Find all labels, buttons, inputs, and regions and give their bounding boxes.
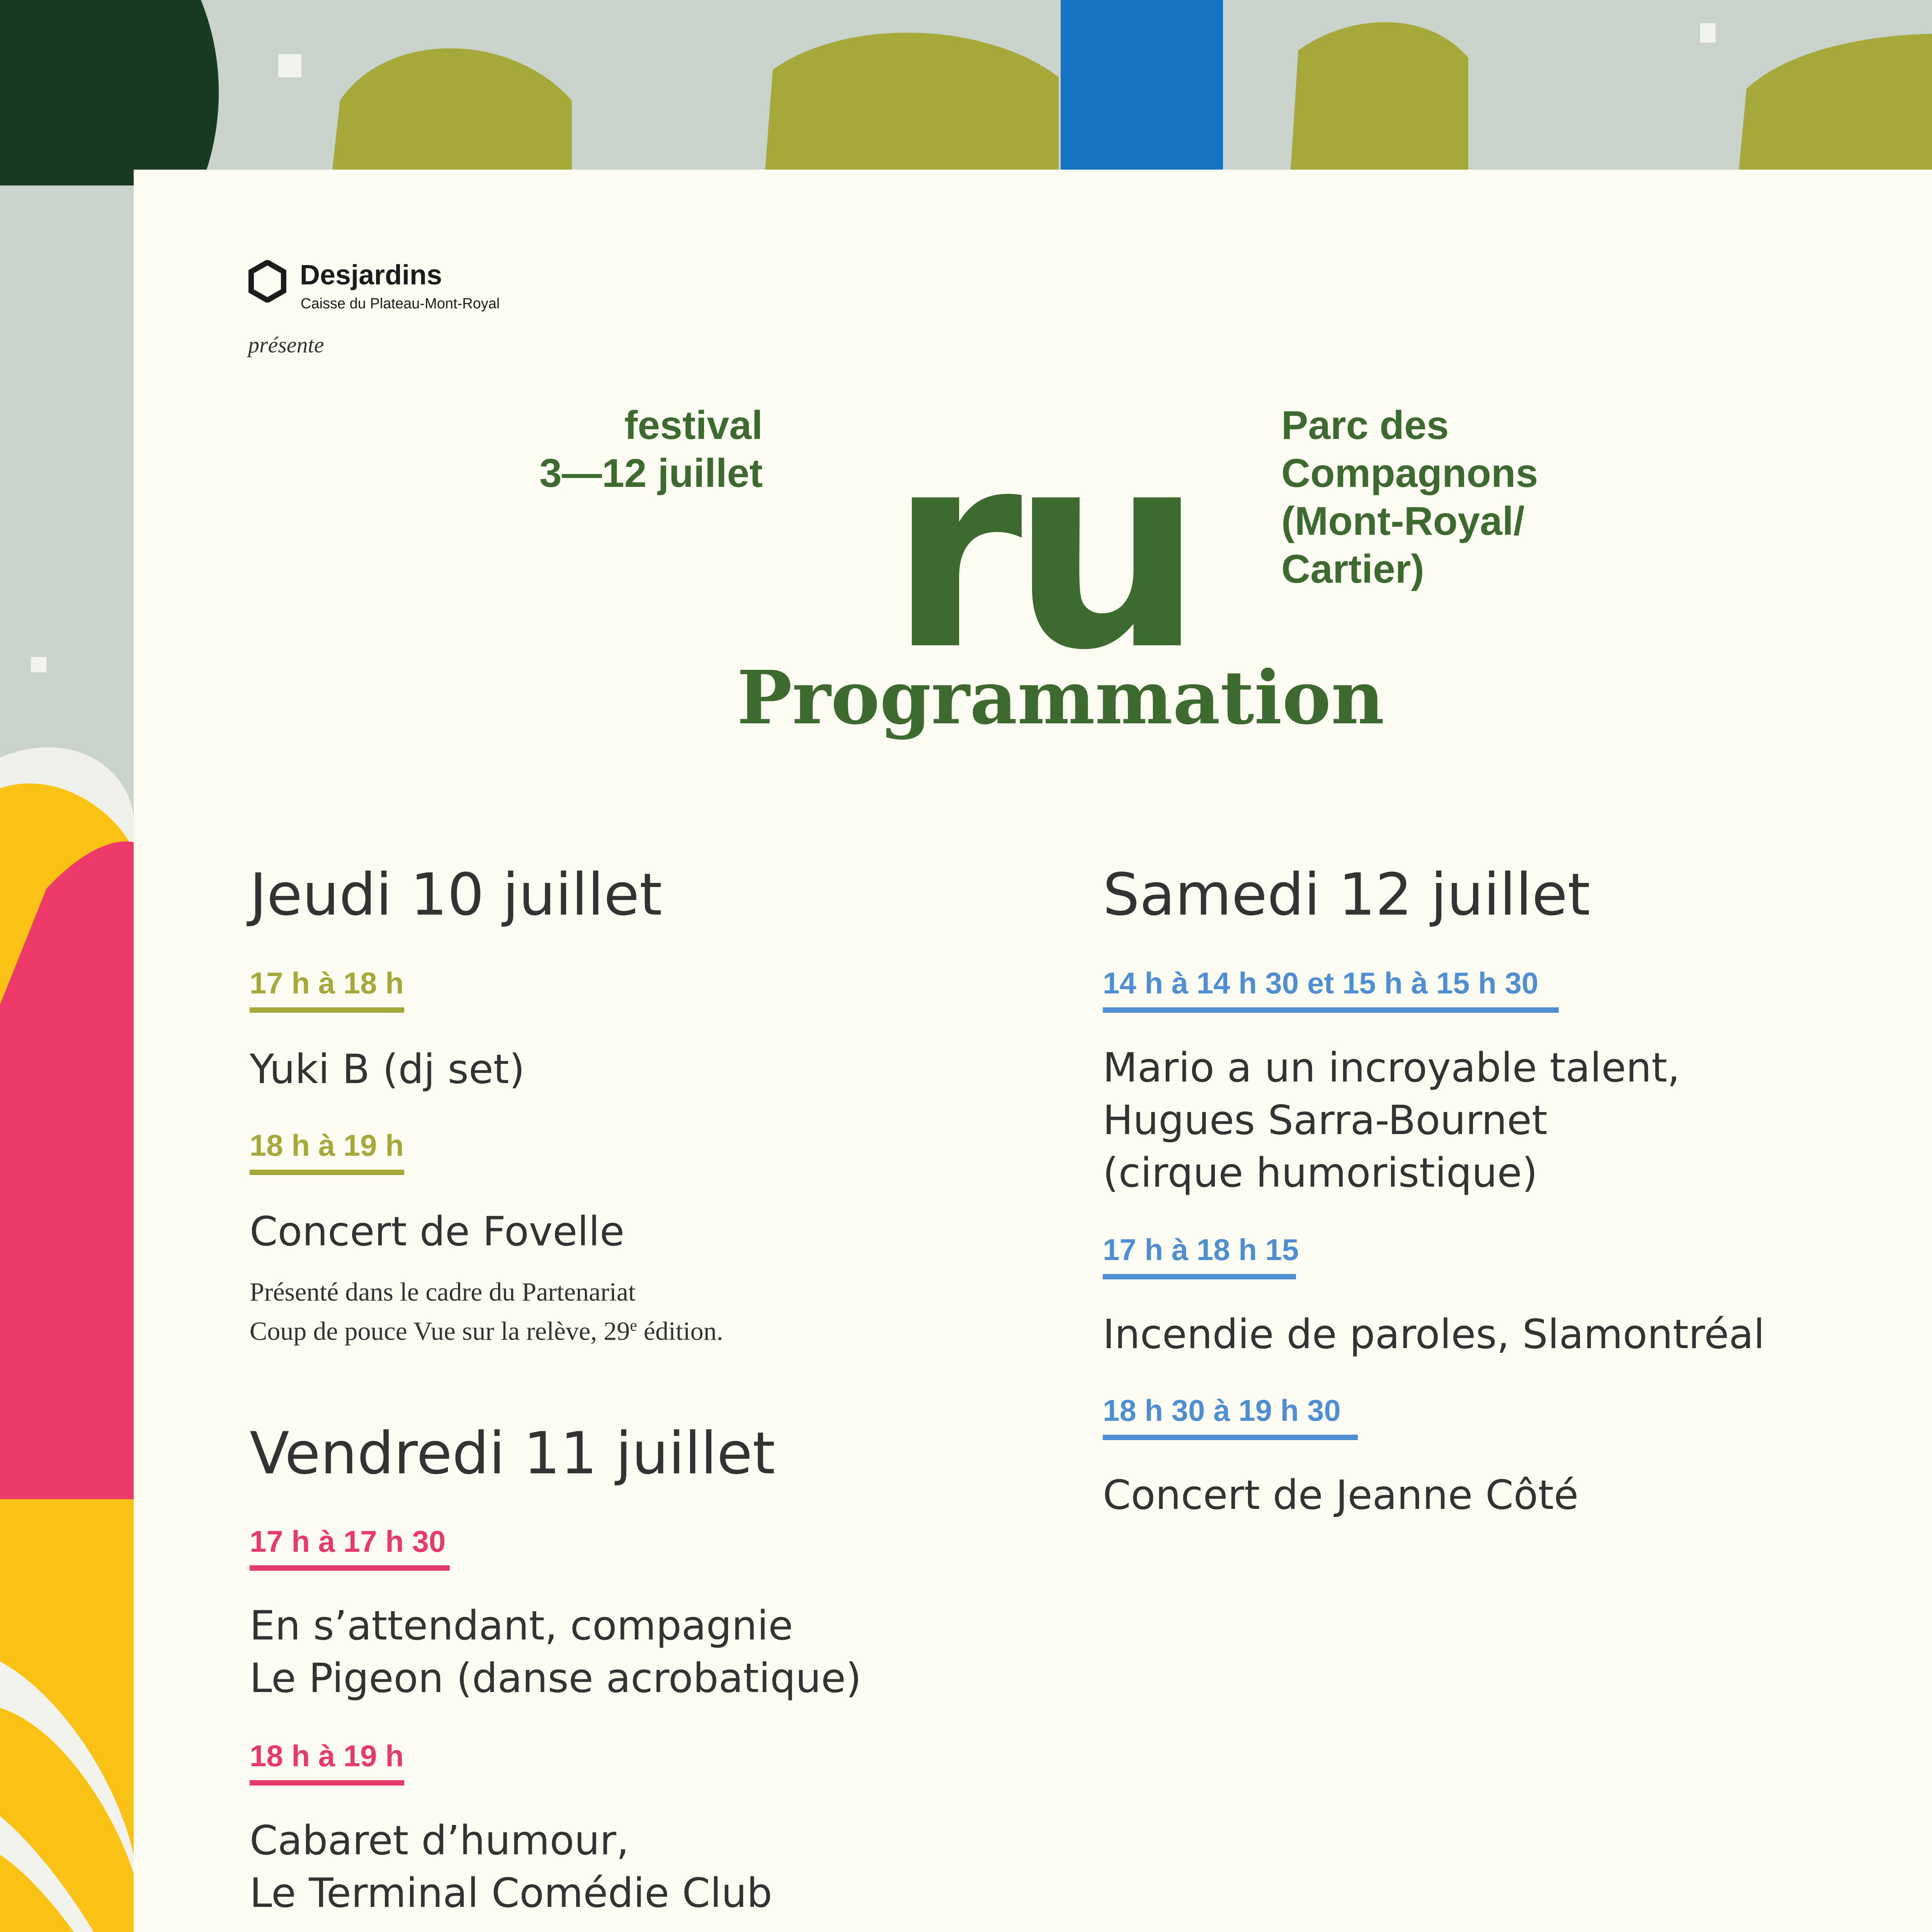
event-time: 17 h à 18 h [250, 966, 404, 1000]
event-title: Yuki B (dj set) [250, 1046, 525, 1093]
event-note [250, 1275, 723, 1348]
time-underline [250, 1780, 404, 1786]
event-title-line-2: Le Pigeon (danse acrobatique) [250, 1655, 862, 1702]
time-underline [250, 1565, 450, 1571]
day-heading-vendredi: Vendredi 11 juillet [250, 1420, 776, 1487]
event-title-line-1: En s’attendant, compagnie [250, 1602, 793, 1649]
time-underline [1103, 1007, 1559, 1013]
venue-line-1: Parc des [1281, 403, 1449, 448]
event-time: 18 h à 19 h [250, 1739, 404, 1773]
event-time: 18 h 30 à 19 h 30 [1103, 1393, 1341, 1427]
venue-line-2: Compagnons [1281, 451, 1538, 496]
sponsor-name: Desjardins [300, 260, 442, 291]
venue-line-4: Cartier) [1281, 547, 1424, 592]
desjardins-hexagon-icon [248, 260, 287, 303]
presents-label: présente [248, 332, 324, 357]
day-heading-jeudi: Jeudi 10 juillet [250, 861, 662, 929]
time-underline [250, 1007, 404, 1013]
festival-dates-block [539, 401, 763, 497]
event-note-line-1: Présenté dans le cadre du Partenariat [250, 1277, 636, 1306]
sponsor-subtitle: Caisse du Plateau-Mont-Royal [301, 296, 500, 312]
time-underline [1103, 1274, 1296, 1279]
event-title-line-3: (cirque humoristique) [1103, 1149, 1538, 1196]
event-note-text: Coup de pouce Vue sur la relève, 29 [250, 1316, 630, 1346]
event-title [1103, 1041, 1680, 1199]
event-time: 17 h à 18 h 15 [1103, 1233, 1299, 1267]
event-title: Concert de Fovelle [250, 1208, 625, 1255]
event-title-line-1: Mario a un incroyable talent, [1103, 1044, 1680, 1091]
event-note-text-end: édition. [637, 1316, 723, 1346]
event-title [250, 1599, 861, 1704]
event-time: 17 h à 17 h 30 [250, 1524, 446, 1558]
venue-line-3: (Mont-Royal/ [1281, 499, 1525, 544]
event-title: Incendie de paroles, Slamontréal [1103, 1311, 1765, 1358]
time-underline [1103, 1435, 1358, 1440]
event-title [250, 1814, 772, 1919]
event-time: 14 h à 14 h 30 et 15 h à 15 h 30 [1103, 966, 1539, 1000]
festival-venue-block [1281, 401, 1538, 593]
program-panel [134, 170, 1932, 1932]
festival-dates: 3—12 juillet [539, 451, 763, 496]
event-title: Concert de Jeanne Côté [1103, 1471, 1579, 1519]
page-title: Programmation [737, 655, 1384, 741]
day-heading-samedi: Samedi 12 juillet [1103, 861, 1590, 929]
event-title-line-2: Le Terminal Comédie Club [250, 1869, 772, 1917]
time-underline [250, 1170, 404, 1175]
event-time: 18 h à 19 h [250, 1128, 404, 1162]
event-note-line-2 [250, 1309, 723, 1348]
festival-label: festival [624, 403, 763, 448]
event-title-line-2: Hugues Sarra-Bournet [1103, 1097, 1548, 1144]
festival-logo-ru: ru [889, 395, 1192, 709]
event-note-superscript: e [630, 1317, 637, 1335]
event-title-line-1: Cabaret d’humour, [250, 1817, 629, 1864]
